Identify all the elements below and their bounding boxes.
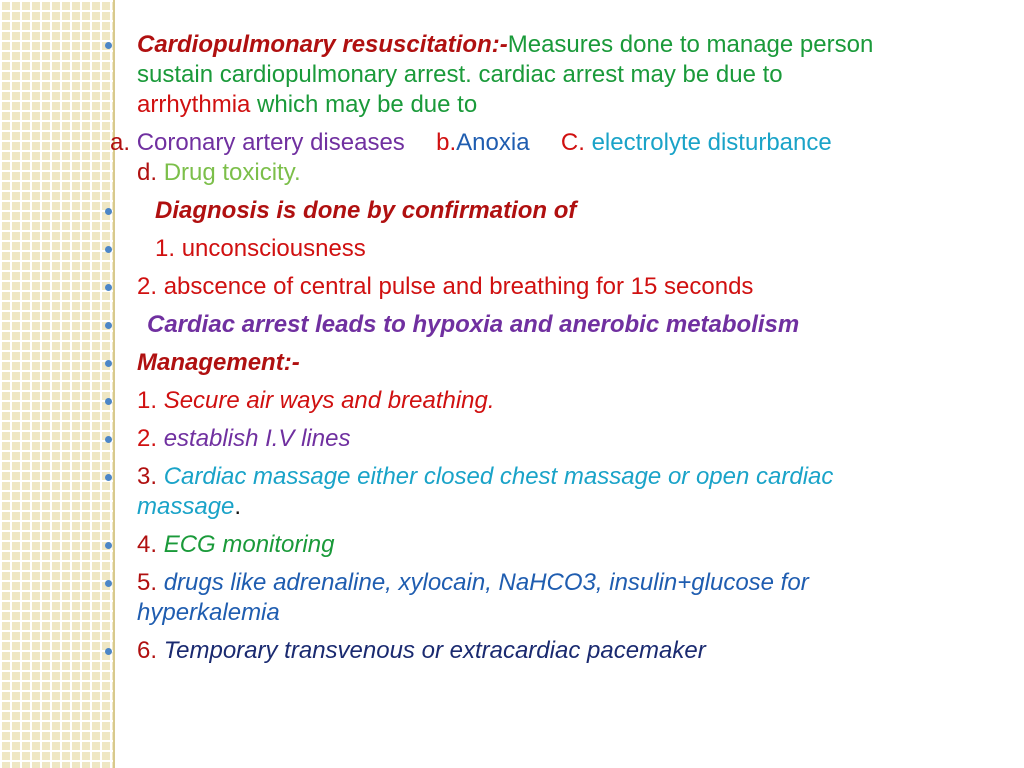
bullet-icon — [105, 360, 112, 367]
cpr-line-1 — [100, 30, 1015, 60]
management-item-2 — [100, 424, 1015, 454]
management-item-3-period: . — [234, 493, 242, 520]
management-item-5-cont — [100, 598, 1015, 628]
bullet-icon — [105, 648, 112, 655]
bullet-icon — [105, 208, 112, 215]
bullet-icon — [105, 284, 112, 291]
cpr-text-2: sustain cardiopulmonary arrest. cardiac arrest may be due to — [137, 61, 783, 88]
bullet-icon — [105, 436, 112, 443]
cause-b-text: Anoxia — [456, 129, 530, 156]
management-item-1-num: 1. — [137, 387, 158, 414]
management-item-2-num: 2. — [137, 425, 158, 452]
management-item-5-text-b: hyperkalemia — [137, 599, 280, 626]
diagnosis-item-2-text: abscence of central pulse and breathing for 15 seconds — [163, 273, 754, 300]
bullet-icon — [105, 42, 112, 49]
cause-a-label: a. — [110, 129, 131, 156]
diagnosis-item-1-text: unconsciousness — [181, 235, 366, 262]
management-item-6 — [100, 636, 1015, 666]
management-item-6-text: Temporary transvenous or extracardiac pacemaker — [163, 637, 706, 664]
cause-b-label: b. — [436, 129, 457, 156]
cardiac-arrest-line — [100, 310, 1015, 340]
cpr-text-1: Measures done to manage person — [507, 31, 874, 58]
causes-line-2 — [100, 158, 1015, 188]
management-heading: Management:- — [137, 349, 300, 376]
management-item-5-num: 5. — [137, 569, 158, 596]
diagnosis-heading-line — [100, 196, 1015, 226]
diagnosis-item-1 — [100, 234, 1015, 264]
bullet-icon — [105, 474, 112, 481]
bullet-icon — [105, 246, 112, 253]
diagnosis-heading: Diagnosis is done by confirmation of — [155, 197, 577, 224]
bullet-icon — [105, 398, 112, 405]
management-item-3-cont — [100, 492, 1015, 522]
cpr-text-3: which may be due to — [257, 91, 478, 118]
management-item-6-num: 6. — [137, 637, 158, 664]
decorative-sidebar — [0, 0, 113, 768]
management-item-1-text: Secure air ways and breathing. — [163, 387, 495, 414]
management-item-5 — [100, 568, 1015, 598]
management-item-1 — [100, 386, 1015, 416]
management-item-4-text: ECG monitoring — [163, 531, 335, 558]
bullet-icon — [105, 542, 112, 549]
management-item-5-text-a: drugs like adrenaline, xylocain, NaHCO3, insulin+glucose for — [163, 569, 809, 596]
management-item-2-text: establish I.V lines — [163, 425, 351, 452]
bullet-icon — [105, 580, 112, 587]
cause-d-text: Drug toxicity. — [163, 159, 301, 186]
cause-a-text: Coronary artery diseases — [136, 129, 405, 156]
cardiac-arrest-text: Cardiac arrest leads to hypoxia and anerobic metabolism — [147, 311, 800, 338]
management-item-3-text-b: either closed chest massage or open cardiac — [357, 463, 834, 490]
diagnosis-item-2 — [100, 272, 1015, 302]
management-item-3-num: 3. — [137, 463, 158, 490]
management-heading-line — [100, 348, 1015, 378]
bullet-icon — [105, 322, 112, 329]
cpr-line-2 — [100, 60, 1015, 90]
causes-line-1 — [100, 128, 1015, 158]
diagnosis-item-1-num: 1. — [155, 235, 176, 262]
cpr-line-3 — [100, 90, 1015, 120]
management-item-4-num: 4. — [137, 531, 158, 558]
management-item-3-text-a: Cardiac massage — [163, 463, 351, 490]
management-item-3-text-c: massage — [137, 493, 235, 520]
cause-c-text: electrolyte disturbance — [591, 129, 832, 156]
cpr-arrhythmia: arrhythmia — [137, 91, 251, 118]
cause-d-label: d. — [137, 159, 158, 186]
cause-c-label: C. — [560, 129, 585, 156]
management-item-3 — [100, 462, 1015, 492]
slide-content — [100, 30, 1015, 666]
diagnosis-item-2-num: 2. — [137, 273, 158, 300]
management-item-4 — [100, 530, 1015, 560]
cpr-heading: Cardiopulmonary resuscitation:- — [137, 31, 508, 58]
